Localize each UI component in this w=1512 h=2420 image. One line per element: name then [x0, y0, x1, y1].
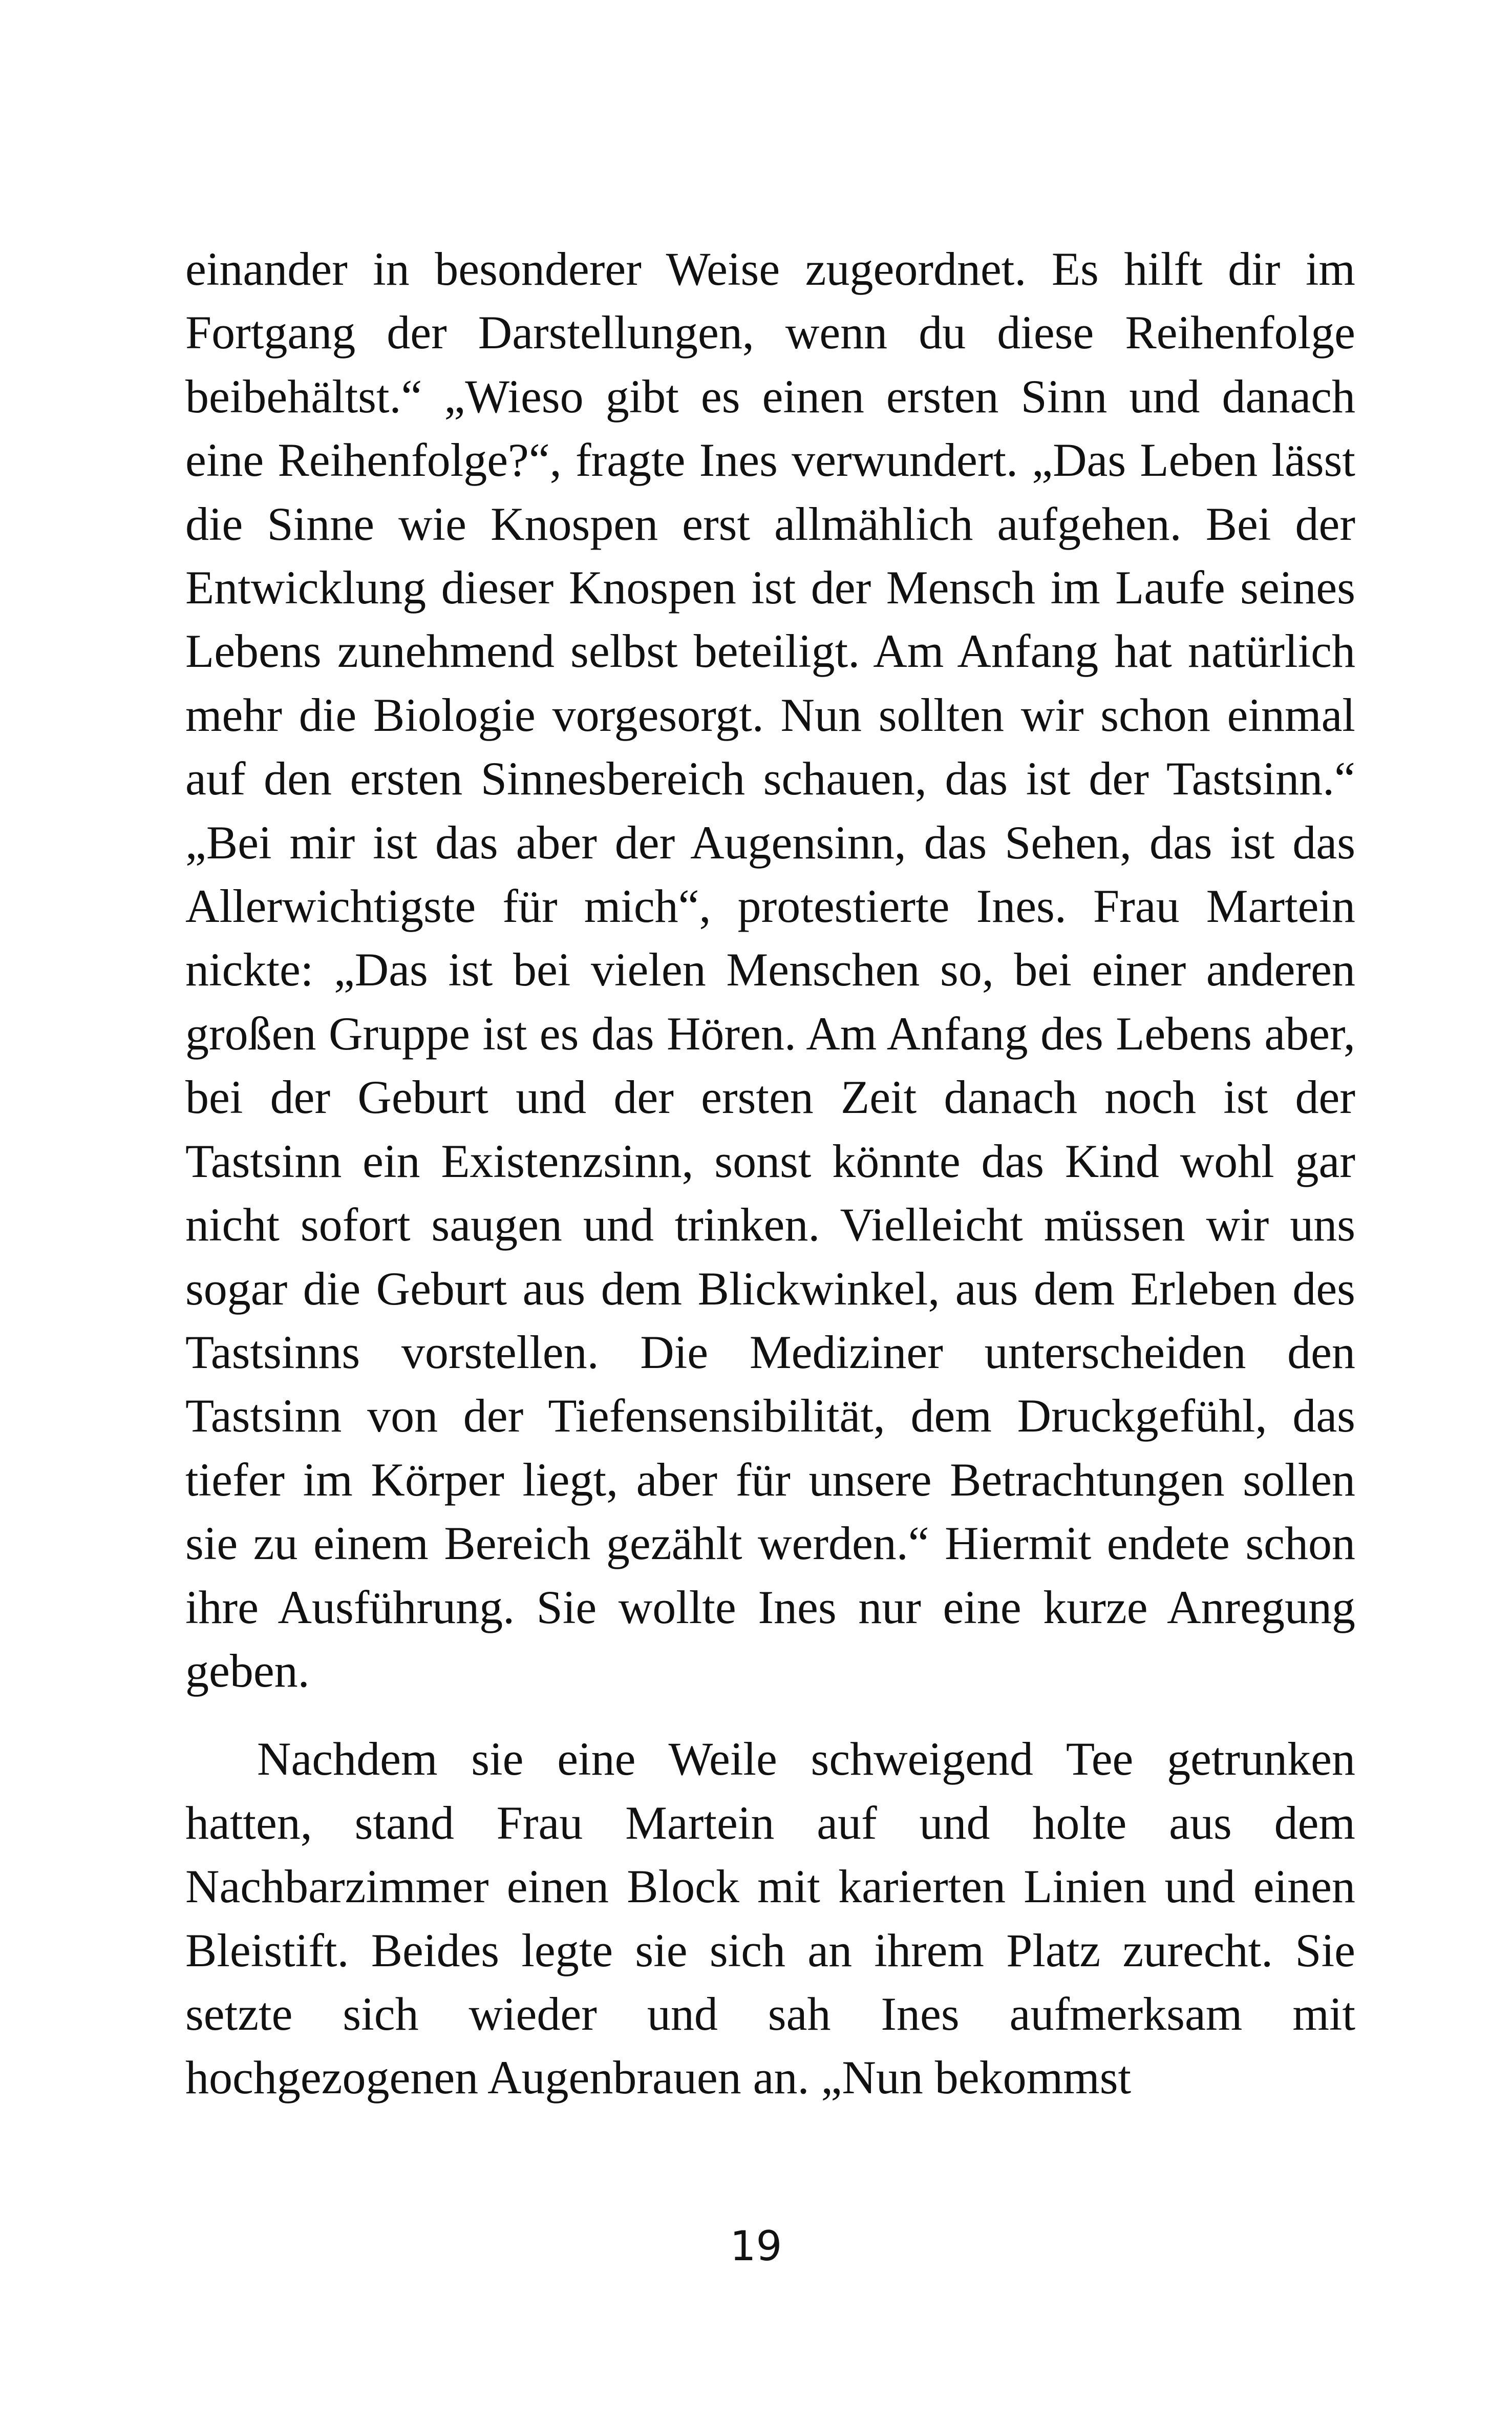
paragraph-2: Nachdem sie eine Weile schweigend Tee getrunken hatten, stand Frau Martein auf und holte aus dem Nachbarzimmer einen Block mit karierten Linien und einen Bleistift. Beides legte sie sich an ihrem Platz zurecht. Sie setzte sich wieder und sah Ines aufmerksam mit hochgezogenen Augenbrauen an. „Nun bekommst: [185, 1733, 1355, 2104]
paragraph-1: einander in besonderer Weise zugeordnet. Es hilft dir im Fortgang der Darstellungen, wenn du diese Reihenfolge beibehältst.“ „Wieso gibt es einen ersten Sinn und danach eine Reihenfolge?“, fragte Ines verwundert. „Das Leben lässt die Sinne wie Knospen erst allmählich aufgehen. Bei der Entwicklung dieser Knospen ist der Mensch im Laufe seines Lebens zunehmend selbst beteiligt. Am Anfang hat natürlich mehr die Biologie vorgesorgt. Nun sollten wir schon einmal auf den ersten Sinnesbereich schauen, das ist der Tastsinn.“ „Bei mir ist das aber der Augensinn, das Sehen, das ist das Allerwichtigste für mich“, protestierte Ines. Frau Martein nickte: „Das ist bei vielen Menschen so, bei einer anderen großen Gruppe ist es das Hören. Am Anfang des Lebens aber, bei der Geburt und der ersten Zeit danach noch ist der Tastsinn ein Existenzsinn, sonst könnte das Kind wohl gar nicht sofort saugen und trinken. Vielleicht müssen wir uns sogar die Geburt aus dem Blickwinkel, aus dem Erleben des Tastsinns vorstellen. Die Mediziner unterscheiden den Tastsinn von der Tiefensensibilität, dem Druckgefühl, das tiefer im Körper liegt, aber für unsere Betrachtungen sollen sie zu einem Bereich gezählt werden.“ Hiermit endete schon ihre Ausführung. Sie wollte Ines nur eine kurze Anregung geben.: [185, 243, 1355, 1697]
body-text: [185, 237, 1355, 2110]
page-number: 19: [730, 2222, 782, 2270]
